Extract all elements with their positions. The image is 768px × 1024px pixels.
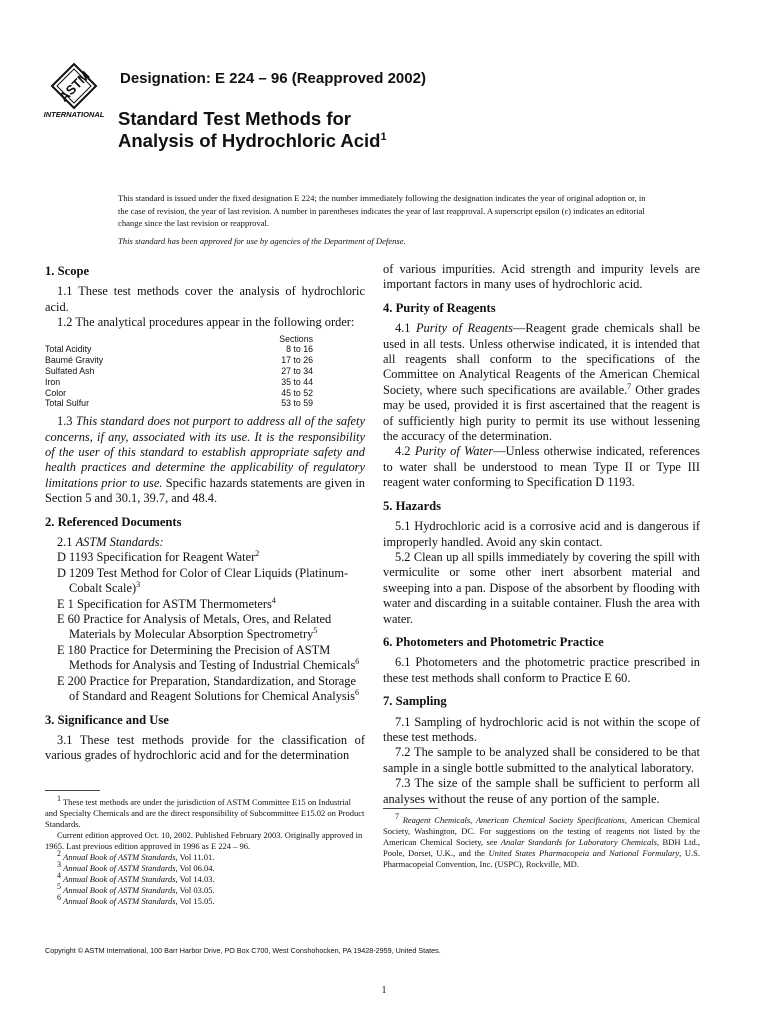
para-4-2 <box>383 444 700 490</box>
footnote-rule-left <box>45 790 100 791</box>
logo-text: INTERNATIONAL <box>43 110 105 119</box>
row-sections: 45 to 52 <box>281 387 313 398</box>
footnote-volume: , Vol 11.01. <box>175 852 215 862</box>
para-4-1-text-2: Other grades may be used, provided it is first ascertained that the reagent is of sufficiently high purity to permit its use without lessening the accuracy of the determination. <box>383 382 700 444</box>
para-4-1 <box>383 321 700 444</box>
reference-text: D 1209 Test Method for Color of Clear Liquids (Platinum-Cobalt Scale) <box>57 565 349 596</box>
footnote-item <box>45 860 365 874</box>
footnote-volume: , Vol 06.04. <box>175 863 215 873</box>
para-7-2: 7.2 The sample to be analyzed shall be considered to be that sample in a single bottle submitted to the analytical laboratory. <box>383 745 700 775</box>
para-1-2: 1.2 The analytical procedures appear in the following order: <box>57 315 355 330</box>
row-name: Iron <box>45 376 61 387</box>
footnote-7 <box>383 812 700 870</box>
table-row <box>45 398 313 409</box>
para-1-3-num: 1.3 <box>57 414 76 429</box>
para-5-1: 5.1 Hydrochloric acid is a corrosive acid and is dangerous if improperly handled. Avoid any skin contact. <box>383 519 700 549</box>
sections-table <box>45 334 313 410</box>
document-title <box>118 108 387 152</box>
section-heading-sampling: 7. Sampling <box>383 694 447 709</box>
footnote-mark: 6 <box>354 687 359 697</box>
footnotes-right <box>383 812 700 870</box>
para-1-1: 1.1 These test methods cover the analysis of hydrochloric acid. <box>45 284 365 314</box>
standard-notice <box>118 192 653 247</box>
para-3-1: 3.1 These test methods provide for the classification of various grades of hydrochloric acid and for the determination <box>45 732 365 763</box>
footnote-title: Analar Standards for Laboratory Chemicals <box>500 837 657 847</box>
designation: Designation: E 224 – 96 (Reapproved 2002) <box>120 70 426 87</box>
copyright-line: Copyright © ASTM International, 100 Barr Harbor Drive, PO Box C700, West Conshohocken, PA 19428-2959, United States. <box>45 946 441 955</box>
footnote-mark: 7 <box>627 381 632 391</box>
para-2-1 <box>45 535 365 550</box>
para-3-1-continued: of various impurities. Acid strength and impurity levels are important factors in many uses of hydrochloric acid. <box>383 262 700 292</box>
reference-text: E 1 Specification for ASTM Thermometers <box>57 596 272 611</box>
approval-note: This standard has been approved for use by agencies of the Department of Defense. <box>118 235 406 246</box>
para-1-3-rest: Specific hazards statements are given in Section 5 and 30.1, 39.7, and 48.4. <box>45 475 365 506</box>
reference-item <box>45 566 365 597</box>
title-footnote-mark: 1 <box>380 130 387 143</box>
para-4-1-label: Purity of Reagents <box>415 321 513 336</box>
table-row <box>45 377 313 388</box>
row-name: Total Sulfur <box>45 398 90 409</box>
para-2-1-num: 2.1 <box>57 535 76 550</box>
footnote-rule-right <box>383 808 438 809</box>
footnote-mark: 4 <box>57 871 61 881</box>
reference-text: E 60 Practice for Analysis of Metals, Ores, and Related Materials by Molecular Absorption Spectrometry <box>57 612 332 642</box>
footnote-item <box>45 871 365 885</box>
row-sections: 27 to 34 <box>281 366 313 377</box>
right-column <box>383 262 700 807</box>
row-name: Baumé Gravity <box>45 355 104 366</box>
footnote-title: Reagent Chemicals, American Chemical Society Specifications <box>402 815 625 825</box>
page-number: 1 <box>381 985 387 996</box>
notice-text: This standard is issued under the fixed designation E 224; the number immediately following the designation indicates the year of original adoption or, in the case of revision, the year of last revision. A number in parentheses indicates the year of last reapproval. A superscript epsilon (ε) indicates an editorial change since the last revision or reapproval. <box>118 193 646 229</box>
footnote-item <box>45 849 365 863</box>
safety-statement: This standard does not purport to address all of the safety concerns, if any, associated with its use. It is the responsibility of the user of this standard to establish appropriate safety and health practices and determine the applicability of regulatory limitations prior to use. <box>45 414 365 490</box>
footnote-title: United States Pharmacopeia and National Formulary <box>488 848 680 858</box>
para-5-2: 5.2 Clean up all spills immediately by covering the spill with vermiculite or some other inert absorbent material and sweeping into a pan. Dispose of the absorbent by flooding with water and discarding in a suitable container. Flush the area with water. <box>383 549 700 626</box>
footnote-mark: 1 <box>57 794 61 804</box>
title-line-1: Standard Test Methods for <box>118 108 351 129</box>
para-4-2-text: —Unless otherwise indicated, references to water shall be understood to mean Type II or Type III reagent water conforming to Specification D 1193. <box>383 444 700 490</box>
footnote-mark: 2 <box>57 849 61 859</box>
para-4-2-num: 4.2 <box>395 444 415 459</box>
table-row <box>45 344 313 355</box>
sections-header: Sections <box>279 333 313 344</box>
footnote-text: These test methods are under the jurisdiction of ASTM Committee E15 on Industrial and Specialty Chemicals and are the direct responsibility of Subcommittee E15.02 on Product Standards. <box>45 797 365 829</box>
section-heading-scope: 1. Scope <box>45 264 90 278</box>
row-name: Total Acidity <box>45 344 92 355</box>
footnote-mark: 6 <box>355 657 360 667</box>
footnote-item <box>45 882 365 896</box>
footnote-mark: 5 <box>313 626 318 636</box>
footnotes-left <box>45 794 365 907</box>
footnote-mark: 2 <box>255 549 260 559</box>
section-heading-significance: 3. Significance and Use <box>45 712 169 727</box>
para-6-1: 6.1 Photometers and the photometric practice prescribed in these test methods shall conform to Practice E 60. <box>383 655 700 685</box>
reference-item <box>45 674 365 705</box>
footnote-title: Annual Book of ASTM Standards <box>63 896 176 906</box>
footnote-text: , BDH Ltd., Poole, Dorset, U.K., and the <box>383 837 700 858</box>
reference-text: E 200 Practice for Preparation, Standardization, and Storage of Standard and Reagent Solutions for Chemical Analysis <box>57 673 356 704</box>
table-row <box>45 388 313 399</box>
reference-text: D 1193 Specification for Reagent Water <box>57 550 256 565</box>
row-sections: 35 to 44 <box>281 376 313 387</box>
footnote-1b: Current edition approved Oct. 10, 2002. Published February 2003. Originally approved in 1965. Last previous edition approved in 1996 as E 224 – 96. <box>45 830 363 851</box>
footnote-text: , U.S. Pharmacopeial Convention, Inc. (USPC), Rockville, MD. <box>383 848 700 869</box>
reference-item <box>45 550 365 565</box>
footnote-title: Annual Book of ASTM Standards <box>63 852 176 862</box>
footnote-volume: , Vol 03.05. <box>175 885 215 895</box>
footnote-title: Annual Book of ASTM Standards <box>63 874 176 884</box>
footnote-title: Annual Book of ASTM Standards <box>63 863 176 873</box>
para-7-3: 7.3 The size of the sample shall be sufficient to perform all analyses without the reuse of any portion of the sample. <box>383 776 700 806</box>
title-line-2 <box>118 130 387 152</box>
reference-item <box>45 612 365 643</box>
table-row <box>45 366 313 377</box>
footnote-mark: 5 <box>57 882 61 892</box>
section-heading-hazards: 5. Hazards <box>383 498 442 513</box>
astm-standards-label: ASTM Standards: <box>75 535 164 550</box>
para-7-1: 7.1 Sampling of hydrochloric acid is not within the scope of these test methods. <box>383 714 700 744</box>
para-1-3 <box>45 414 365 506</box>
footnote-title: Annual Book of ASTM Standards <box>63 885 176 895</box>
title-line-2-text: Analysis of Hydrochloric Acid <box>118 130 381 151</box>
astm-logo <box>36 60 112 120</box>
row-sections: 8 to 16 <box>286 344 313 355</box>
row-name: Color <box>45 387 67 398</box>
reference-item <box>45 643 365 674</box>
footnote-1 <box>45 794 365 830</box>
row-sections: 53 to 59 <box>281 398 313 409</box>
para-4-1-text: —Reagent grade chemicals shall be used in all tests. Unless otherwise indicated, it is intended that all reagents shall conform to the specifications of the Committee on Analytical Reagents of the American Chemical Society, where such specifications are available. <box>383 321 700 397</box>
para-4-1-num: 4.1 <box>395 321 416 336</box>
section-heading-purity: 4. Purity of Reagents <box>383 300 496 315</box>
row-name: Sulfated Ash <box>45 366 95 377</box>
footnote-mark: 3 <box>57 860 61 870</box>
footnote-item <box>45 893 365 907</box>
logo-letters: ASTM <box>56 68 93 105</box>
footnote-text: , American Chemical Society, Washington, DC. For suggestions on the testing of reagents not listed by the American Chemical Society, see <box>383 815 700 847</box>
table-row <box>45 355 313 366</box>
section-heading-referenced-documents: 2. Referenced Documents <box>45 514 182 529</box>
footnote-volume: , Vol 14.03. <box>175 874 215 884</box>
footnote-mark: 6 <box>57 893 61 903</box>
footnote-mark: 7 <box>395 812 399 822</box>
footnote-volume: , Vol 15.05. <box>175 896 215 906</box>
reference-text: E 180 Practice for Determining the Precision of ASTM Methods for Analysis and Testing of Industrial Chemicals <box>57 642 356 673</box>
section-heading-photometers: 6. Photometers and Photometric Practice <box>383 634 604 649</box>
footnote-mark: 3 <box>136 580 141 590</box>
footnote-mark: 4 <box>271 595 276 605</box>
para-4-2-label: Purity of Water <box>414 444 494 459</box>
reference-item <box>45 597 365 612</box>
left-column <box>45 262 365 764</box>
row-sections: 17 to 26 <box>281 355 313 366</box>
